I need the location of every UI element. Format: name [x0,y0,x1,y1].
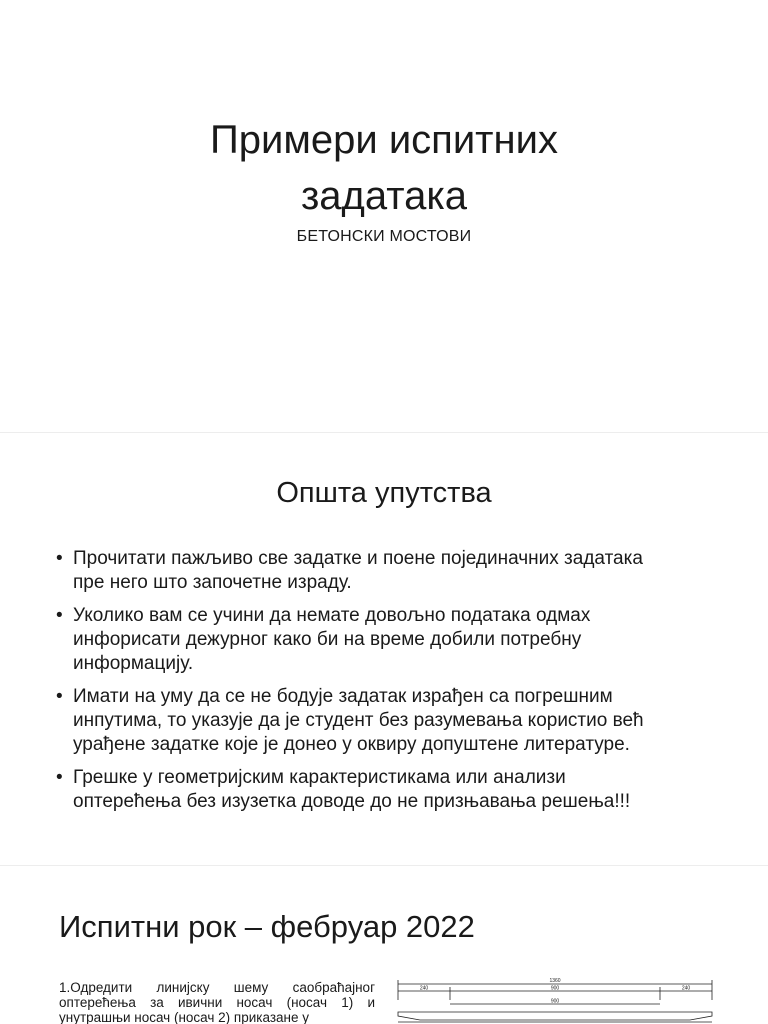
dimension-label-center: 900 [550,985,560,992]
bullet-icon: • [56,548,63,569]
dimension-label-inner: 900 [550,998,560,1005]
dimension-label-overall: 1360 [549,978,561,984]
list-item-line: информацију. [73,653,194,674]
title-line-1: Примери испитних [210,118,558,162]
title-line-2: задатака [300,174,468,218]
list-item-line: инфорисати дежурног како би на време добили потребну [73,629,582,650]
exam-slide [0,866,768,1024]
exam-title: Испитни рок – фебруар 2022 [59,909,475,944]
title-slide [0,0,768,432]
list-item-line: Прочитати пажљиво све задатке и поене појединачних задатака [73,548,643,569]
bullet-icon: • [56,686,63,707]
list-item-line: Грешке у геометријским карактеристикама или анализи [73,767,566,788]
list-item [56,547,716,595]
instructions-list [56,547,716,823]
page-title [0,112,768,224]
list-item [56,685,716,757]
instructions-slide [0,433,768,865]
task-text: 1.Одредити линијску шему саобраћајног оптерећења за ивични носач (носач 1) и унутрашњи носач (носач 2) приказане у [59,980,375,1024]
bridge-cross-section-drawing [390,976,720,1024]
instructions-title: Општа упутства [276,477,492,509]
subtitle: БЕТОНСКИ МОСТОВИ [296,228,472,245]
list-item-line: оптерећења без изузетка доводе до не призњавања решења!!! [73,791,631,812]
bullet-icon: • [56,605,63,626]
deck-slab [398,1012,712,1020]
list-item-line: Имати на уму да се не бодује задатак израђен са погрешним [73,686,613,707]
dimension-label-left: 240 [419,985,429,992]
dimension-label-right: 240 [681,985,691,992]
list-item [56,604,716,676]
list-item-line: пре него што започетне израду. [73,572,352,593]
list-item-line: Уколико вам се учини да немате довољно података одмах [73,605,591,626]
list-item-line: урађене задатке које је донео у оквиру допуштене литературе. [73,734,630,755]
list-item-line: инпутима, то указује да је студент без разумевања користио већ [73,710,644,731]
bullet-icon: • [56,767,63,788]
list-item [56,766,716,814]
